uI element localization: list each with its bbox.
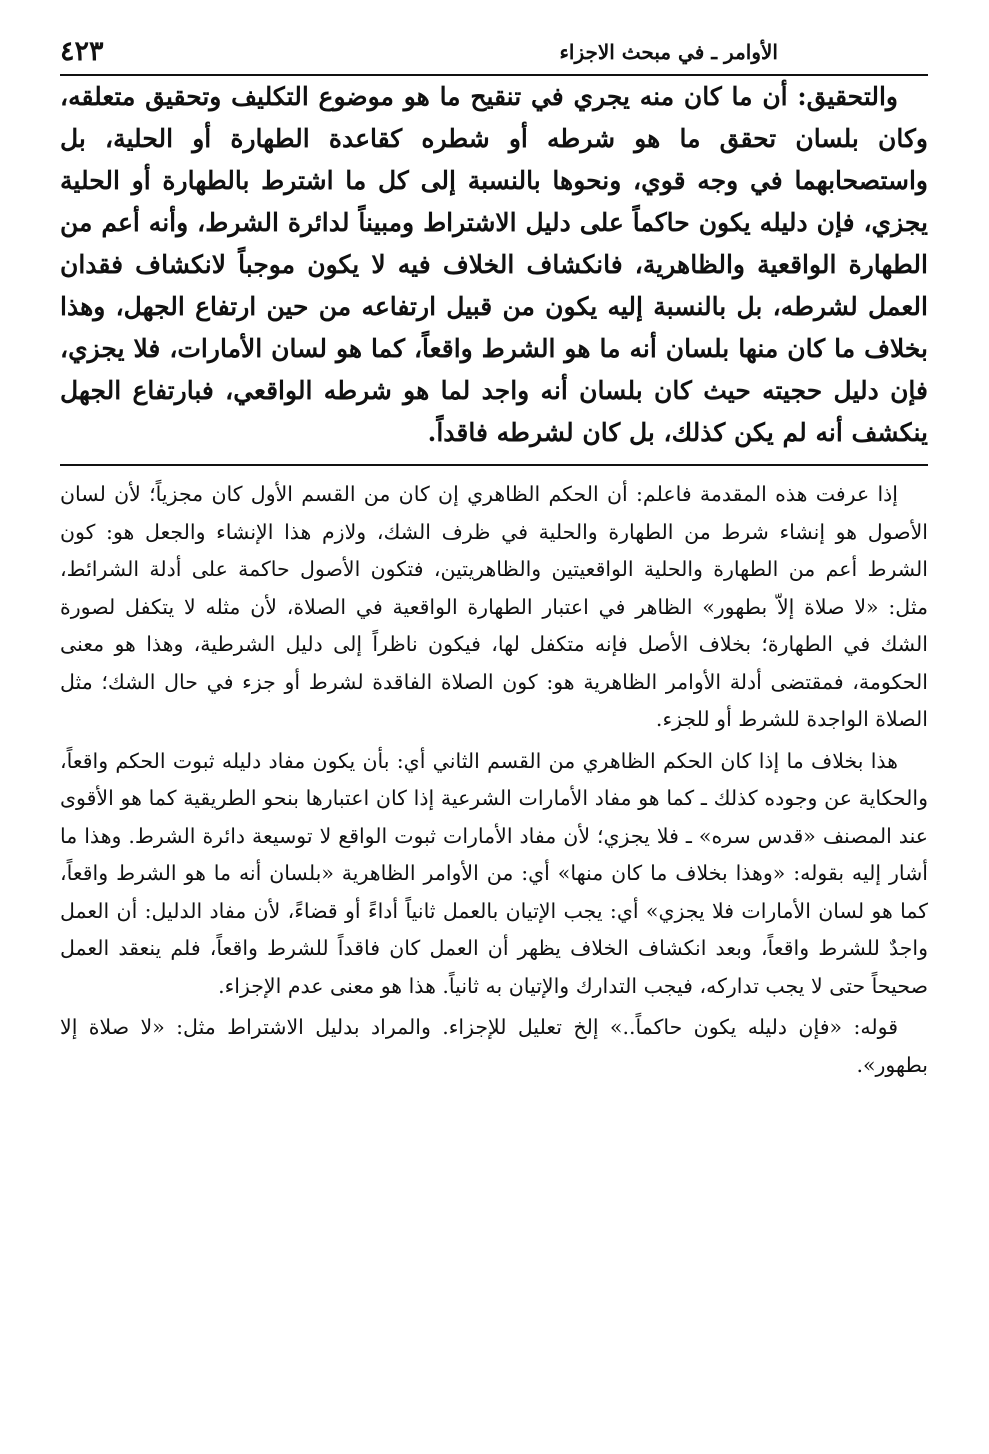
book-page xyxy=(60,36,928,1088)
commentary-paragraph-1: إذا عرفت هذه المقدمة فاعلم: أن الحكم الظاهري إن كان من القسم الأول كان مجزياً؛ لأن لسان الأصول هو إنشاء شرط من الطهارة والحلية في ظرف الشك، ولازم هذا الإنشاء والجعل هو: كون الشرط أعم من الطهارة والحلية الواقعيتين والظاهريتين، فتكون الأصول حاكمة على أدلة الشرائط، مثل: «لا صلاة إلاّ بطهور» الظاهر في اعتبار الطهارة الواقعية في الصلاة، لأن مثله لا يتكفل لصورة الشك في الطهارة؛ بخلاف الأصل فإنه متكفل لها، فيكون ناظراً إلى دليل الشرطية، وهذا هو معنى الحكومة، فمقتضى أدلة الأوامر الظاهرية هو: كون الصلاة الفاقدة لشرط أو جزء في حال الشك؛ مثل الصلاة الواجدة للشرط أو للجزء. xyxy=(60,482,928,731)
page-header xyxy=(60,36,928,70)
main-text xyxy=(60,76,928,454)
page-number: ٤٢٣ xyxy=(60,36,104,67)
commentary-paragraph-3: قوله: «فإن دليله يكون حاكماً..» إلخ تعليل للإجزاء. والمراد بدليل الاشتراط مثل: «لا صلاة إلا بطهور». xyxy=(60,1015,928,1077)
running-title: الأوامر ـ في مبحث الاجزاء xyxy=(559,40,778,64)
separator-rule xyxy=(60,464,928,466)
commentary-paragraph-2: هذا بخلاف ما إذا كان الحكم الظاهري من القسم الثاني أي: بأن يكون مفاد دليله ثبوت الحكم واقعاً، والحكاية عن وجوده كذلك ـ كما هو مفاد الأمارات الشرعية إذا كان اعتبارها بنحو الطريقية كما هو الأقوى عند المصنف «قدس سره» ـ فلا يجزي؛ لأن مفاد الأمارات ثبوت الواقع لا توسيعة دائرة الشرط. وهذا ما أشار إليه بقوله: «وهذا بخلاف ما كان منها» أي: من الأوامر الظاهرية «بلسان أنه ما هو الشرط واقعاً، كما هو لسان الأمارات فلا يجزي» أي: يجب الإتيان بالعمل ثانياً أداءً أو قضاءً، لأن مفاد الدليل: أن العمل واجدٌ للشرط واقعاً، وبعد انكشاف الخلاف يظهر أن العمل كان فاقداً للشرط واقعاً، فلم ينعقد العمل صحيحاً حتى لا يجب تداركه، فيجب التدارك والإتيان به ثانياً. هذا هو معنى عدم الإجزاء. xyxy=(60,748,928,998)
commentary xyxy=(60,476,928,1084)
main-text-paragraph: والتحقيق: أن ما كان منه يجري في تنقيح ما هو موضوع التكليف وتحقيق متعلقه، وكان بلسان تحقق ما هو شرطه أو شطره كقاعدة الطهارة أو الحلية، بل واستصحابهما في وجه قوي، ونحوها بالنسبة إلى كل ما اشترط بالطهارة أو الحلية يجزي، فإن دليله يكون حاكماً على دليل الاشتراط ومبيناً لدائرة الشرط، وأنه أعم من الطهارة الواقعية والظاهرية، فانكشاف الخلاف فيه لا يكون موجباً لانكشاف فقدان العمل لشرطه، بل بالنسبة إليه يكون من قبيل ارتفاعه من حين ارتفاع الجهل، وهذا بخلاف ما كان منها بلسان أنه ما هو الشرط واقعاً، كما هو لسان الأمارات، فلا يجزي، فإن دليل حجيته حيث كان بلسان أنه واجد لما هو شرطه الواقعي، فبارتفاع الجهل ينكشف أنه لم يكن كذلك، بل كان لشرطه فاقداً. xyxy=(60,82,929,447)
